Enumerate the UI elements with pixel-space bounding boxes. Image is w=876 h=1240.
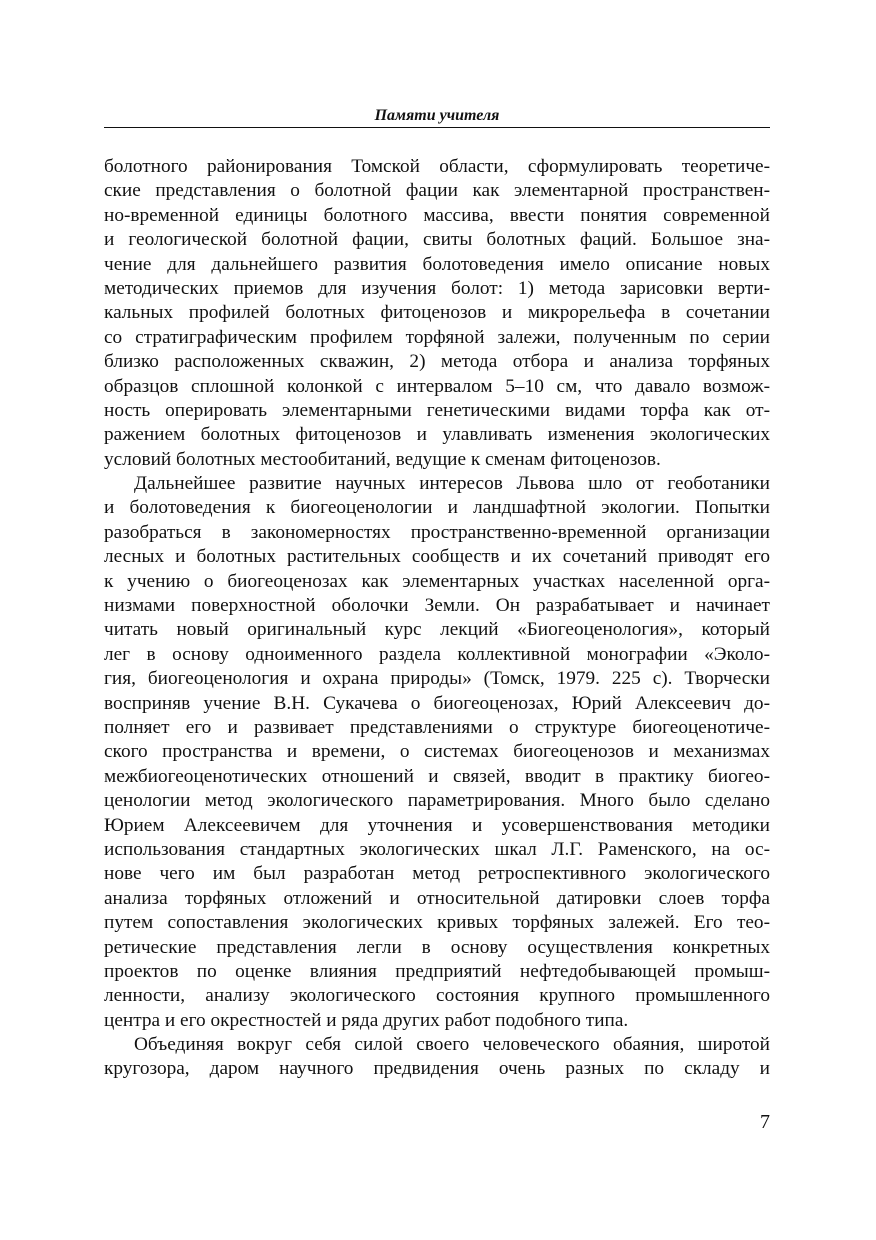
text-line: Дальнейшее развитие научных интересов Львова шло от геоботаники (134, 473, 770, 495)
paragraph-2 (104, 472, 770, 1033)
text-line: путем сопоставления экологических кривых торфяных залежей. Его тео- (104, 912, 770, 934)
paragraph-1 (104, 155, 770, 472)
text-line: проектов по оценке влияния предприятий нефтедобывающей промыш- (104, 960, 770, 982)
text-line: анализа торфяных отложений и относительной датировки слоев торфа (104, 887, 770, 909)
text-line: и болотоведения к биогеоценологии и ландшафтной экологии. Попытки (104, 497, 770, 519)
text-line: близко расположенных скважин, 2) метода отбора и анализа торфяных (104, 351, 770, 373)
text-line: Юрием Алексеевичем для уточнения и усовершенствования методики (104, 814, 770, 836)
text-line: ского пространства и времени, о системах биогеоценозов и механизмах (104, 741, 770, 763)
text-line: центра и его окрестностей и ряда других работ подобного типа. (104, 1009, 629, 1031)
text-line: кальных профилей болотных фитоценозов и микрорельефа в сочетании (104, 302, 770, 324)
text-line: лег в основу одноименного раздела коллективной монографии «Эколо- (104, 643, 770, 665)
text-line: условий болотных местообитаний, ведущие к сменам фитоценозов. (104, 448, 661, 470)
text-line: ретические представления легли в основу осуществления конкретных (104, 936, 770, 958)
text-line: со стратиграфическим профилем торфяной залежи, полученным по серии (104, 326, 770, 348)
running-header: Памяти учителя (374, 107, 500, 124)
text-line: гия, биогеоценология и охрана природы» (Томск, 1979. 225 с). Творчески (104, 668, 770, 690)
text-line: ские представления о болотной фации как элементарной пространствен- (104, 180, 770, 202)
text-line: ценологии метод экологического параметрирования. Много было сделано (104, 790, 770, 812)
paragraph-3 (104, 1033, 770, 1082)
text-line: межбиогеоценотических отношений и связей, вводит в практику биогео- (104, 765, 770, 787)
header-rule (104, 127, 770, 128)
text-line: разобраться в закономерностях пространственно-временной организации (104, 521, 770, 543)
book-page (104, 0, 770, 1240)
text-line: полняет его и развивает представлениями о структуре биогеоценотиче- (104, 716, 770, 738)
text-line: лесных и болотных растительных сообществ и их сочетаний приводят его (104, 546, 770, 568)
text-line: ражением болотных фитоценозов и улавливать изменения экологических (104, 424, 770, 446)
text-line: кругозора, даром научного предвидения очень разных по складу и (104, 1058, 770, 1080)
text-line: низмами поверхностной оболочки Земли. Он разрабатывает и начинает (104, 595, 770, 617)
text-line: методических приемов для изучения болот: 1) метода зарисовки верти- (104, 277, 770, 299)
text-line: образцов сплошной колонкой с интервалом 5–10 см, что давало возмож- (104, 375, 770, 397)
text-line: использования стандартных экологических шкал Л.Г. Раменского, на ос- (104, 838, 770, 860)
text-line: читать новый оригинальный курс лекций «Биогеоценология», который (104, 619, 770, 641)
text-line: чение для дальнейшего развития болотоведения имело описание новых (104, 253, 770, 275)
body-text (104, 155, 770, 1082)
text-line: Объединяя вокруг себя силой своего человеческого обаяния, широтой (134, 1034, 770, 1056)
page-number: 7 (760, 1111, 770, 1133)
text-line: болотного районирования Томской области, сформулировать теоретиче- (104, 156, 770, 177)
text-line: восприняв учение В.Н. Сукачева о биогеоценозах, Юрий Алексеевич до- (104, 692, 770, 714)
text-line: нове чего им был разработан метод ретроспективного экологического (104, 863, 770, 885)
text-line: ность оперировать элементарными генетическими видами торфа как от- (104, 399, 770, 421)
text-line: но-временной единицы болотного массива, ввести понятия современной (104, 204, 770, 226)
text-line: к учению о биогеоценозах как элементарных участках населенной орга- (104, 570, 770, 592)
text-line: и геологической болотной фации, свиты болотных фаций. Большое зна- (104, 229, 770, 251)
text-line: ленности, анализу экологического состояния крупного промышленного (104, 985, 770, 1007)
